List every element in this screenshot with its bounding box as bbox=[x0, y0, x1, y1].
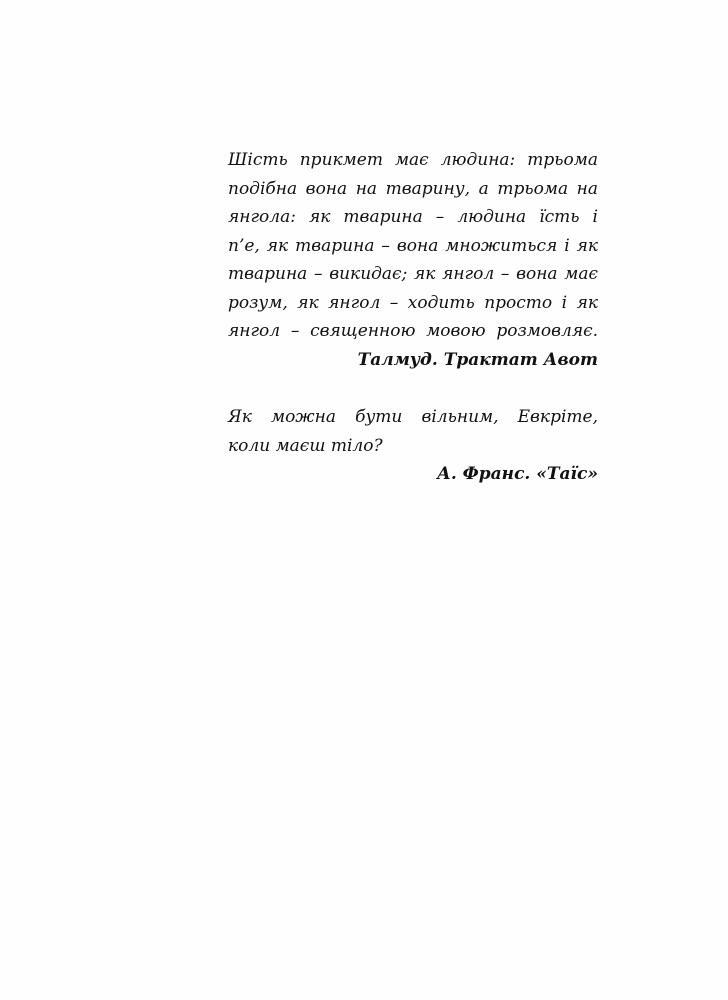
epigraphs-block bbox=[228, 146, 598, 489]
epigraph-france bbox=[228, 403, 598, 489]
quote-line: п’е, як тварина – вона множиться і як bbox=[228, 235, 598, 256]
quote-line: коли маєш тіло? bbox=[228, 435, 383, 456]
epigraph-talmud bbox=[228, 146, 598, 374]
epigraph-attribution: А. Франс. «Таїс» bbox=[436, 464, 598, 484]
quote-line: подібна вона на тварину, а трьома на bbox=[228, 178, 598, 199]
quote-line: янгол – священною мовою розмовляє. bbox=[228, 321, 598, 341]
quote-line: янгола: як тварина – людина їсть і bbox=[228, 207, 598, 227]
quote-line: тварина – викидає; як янгол – вона має bbox=[228, 264, 598, 284]
quote-line: Шість прикмет має людина: трьома bbox=[228, 150, 598, 170]
epigraph-attribution: Талмуд. Трактат Авот bbox=[357, 349, 598, 370]
quote-line: Як можна бути вільним, Евкріте, bbox=[228, 407, 598, 427]
quote-line: розум, як янгол – ходить просто і як bbox=[228, 292, 598, 313]
